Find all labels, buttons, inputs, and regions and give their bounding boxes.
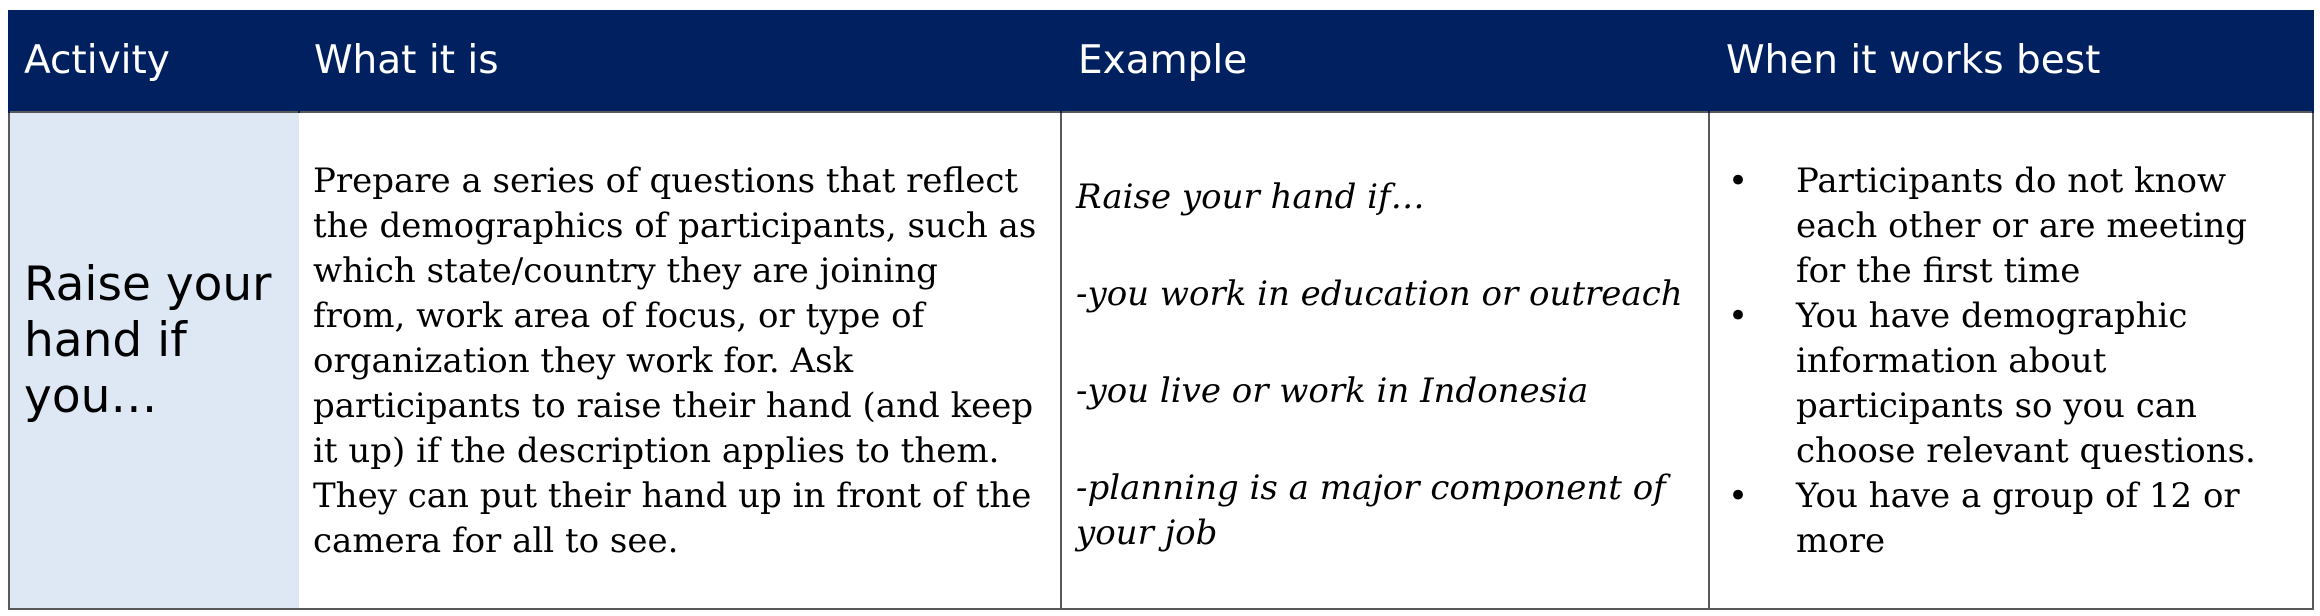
bullet-icon: •: [1728, 296, 1749, 336]
list-item: [1720, 159, 2298, 294]
example-line: -you work in education or outreach: [1076, 274, 1683, 314]
header-when-it-works-best: When it works best: [1709, 10, 2313, 112]
bullet-icon: •: [1728, 476, 1749, 516]
list-item-text: You have demographic information about participants so you can choose relevant questions.: [1796, 296, 2256, 471]
what-it-is-cell: Prepare a series of questions that reflect the demographics of participants, such as which state/country they are joining from, work area of focus, or type of organization they work for. Ask participants to raise their hand (and keep it up) if the description applies to them. They can put their hand up in front of the camera for all to see.: [299, 112, 1061, 609]
list-item: [1720, 474, 2298, 564]
header-example: Example: [1061, 10, 1709, 112]
example-cell: [1061, 112, 1709, 609]
list-item: [1720, 294, 2298, 474]
header-what-it-is: What it is: [299, 10, 1061, 112]
table-header-row: [9, 10, 2313, 112]
header-activity: Activity: [9, 10, 299, 112]
example-line: -you live or work in Indonesia: [1076, 371, 1589, 411]
table-row: [9, 112, 2313, 609]
list-item-text: Participants do not know each other or are meeting for the first time: [1796, 161, 2248, 291]
conditions-list: [1720, 159, 2298, 564]
activity-name-cell: Raise your hand if you…: [9, 112, 299, 609]
example-line: Raise your hand if…: [1076, 177, 1425, 217]
list-item-text: You have a group of 12 or more: [1796, 476, 2240, 561]
bullet-icon: •: [1728, 161, 1749, 201]
activity-table: [8, 10, 2314, 610]
example-line: -planning is a major component of your job: [1076, 468, 1666, 553]
when-it-works-best-cell: [1709, 112, 2313, 609]
